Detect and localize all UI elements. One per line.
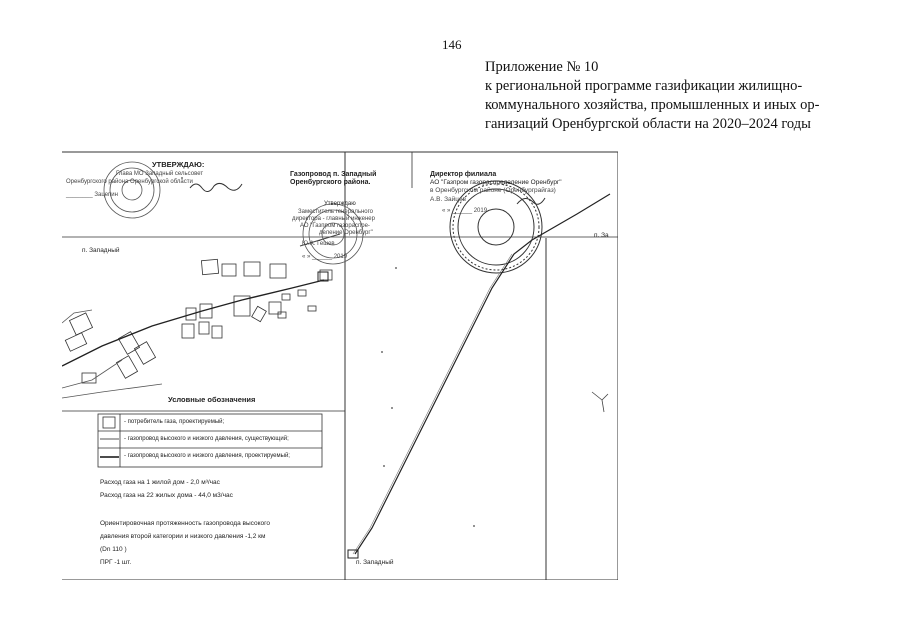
right-title: Директор филиала <box>430 171 497 178</box>
houses <box>65 259 332 383</box>
right-line: АО "Газпром газораспределение Оренбург" <box>430 179 562 186</box>
right-line: А.В. Зайцев <box>430 196 466 203</box>
page-number: 146 <box>442 37 462 52</box>
map-mark <box>592 392 608 412</box>
legend-item: - газопровод высокого и низкого давления, проектируемый; <box>124 453 290 459</box>
left-approval-title: УТВЕРЖДАЮ: <box>152 160 205 169</box>
right-stamp <box>450 181 542 273</box>
length-note: ПРГ -1 шт. <box>100 559 132 566</box>
legend-item: - потребитель газа, проектируемый; <box>124 419 225 425</box>
center-approval: Утверждаю <box>324 201 356 207</box>
right-line: в Оренбургском районе (Оренбурграйгаз) <box>430 187 556 194</box>
legend-house-symbol <box>103 417 115 428</box>
scheme-title: Оренбургского района. <box>290 179 371 186</box>
road-line <box>62 360 122 388</box>
center-signature-name: Ю.А. Гешев <box>302 241 335 247</box>
legend-item: - газопровод высокого и низкого давления, существующий; <box>124 436 289 442</box>
left-approval-line: Глава МО Западный сельсовет <box>116 171 204 177</box>
appendix-line: ганизаций Оренбургской области на 2020–2024 годы <box>485 116 811 132</box>
center-approval: директора - главный инженер <box>292 216 375 222</box>
gas-pipeline-scheme <box>62 148 618 580</box>
appendix-title: Приложение № 10 <box>485 59 599 75</box>
scheme-title: Газопровод п. Западный <box>290 171 377 178</box>
pipeline-projected <box>355 194 610 554</box>
settlement-label: п. За <box>594 232 609 239</box>
left-approval-line: Оренбургского района Оренбургской области <box>66 179 193 185</box>
center-date: « » ______ 2019 <box>302 254 348 260</box>
pipeline-existing <box>62 280 324 366</box>
settlement-label: п. Западный <box>82 247 120 254</box>
pipeline-projected-shadow <box>353 254 512 554</box>
center-approval: деление Оренбург" <box>319 230 373 236</box>
center-approval: Заместитель генерального <box>298 209 374 215</box>
length-note: давления второй категории и низкого давления -1,2 км <box>100 533 266 540</box>
left-approval-line: ________ Зацепин <box>66 192 118 198</box>
left-signature <box>190 183 242 191</box>
length-note: (Dn 110 ) <box>100 546 127 553</box>
appendix-header <box>485 58 885 134</box>
right-date: « » ______ 2019 <box>442 208 488 214</box>
legend-title: Условные обозначения <box>168 395 256 404</box>
appendix-line: к региональной программе газификации жилищно- <box>485 78 803 94</box>
length-note: Ориентировочная протяженность газопровода высокого <box>100 520 270 527</box>
consumption-note: Расход газа на 1 жилой дом - 2,0 м³/час <box>100 479 220 486</box>
settlement-label: п. Западный <box>356 559 394 566</box>
road-line <box>62 384 162 398</box>
center-approval: АО "Газпром газораспре- <box>300 223 370 229</box>
appendix-line: коммунального хозяйства, промышленных и иных ор- <box>485 97 820 113</box>
consumption-note: Расход газа на 22 жилых дома - 44,0 м3/час <box>100 492 233 499</box>
